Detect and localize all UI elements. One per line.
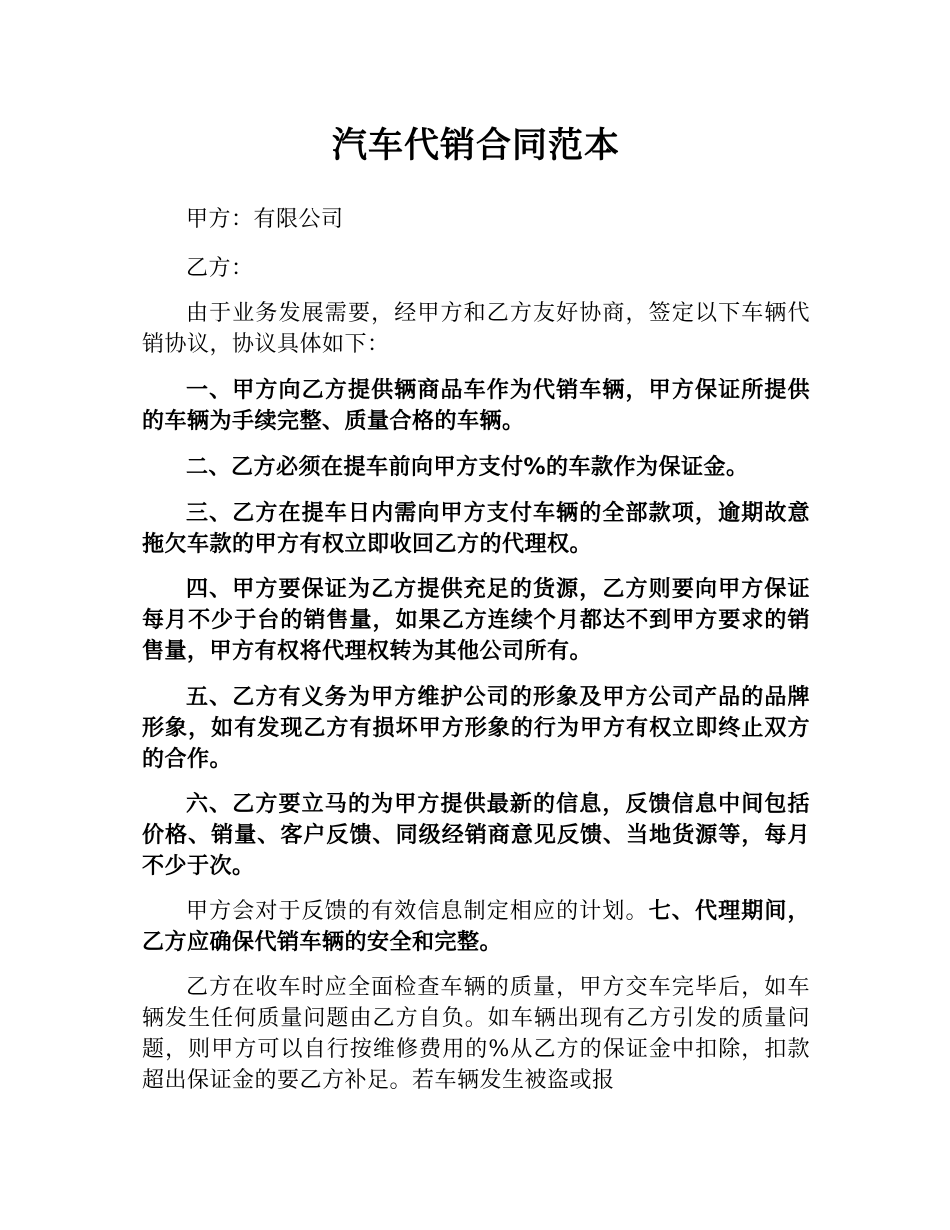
intro-paragraph: 由于业务发展需要，经甲方和乙方友好协商，签定以下车辆代销协议，协议具体如下： (142, 301, 810, 357)
plan-paragraph (142, 896, 810, 958)
document-title: 汽车代销合同范本 (331, 126, 620, 166)
clause-5: 五、乙方有义务为甲方维护公司的形象及甲方公司产品的品牌形象，如有发现乙方有损坏甲方形象的行为甲方有权立即终止双方的合作。 (142, 685, 810, 772)
clause-7: 七、代理期间，乙方应确保代销车辆的安全和完整。 (142, 899, 810, 955)
clause-1: 一、甲方向乙方提供辆商品车作为代销车辆，甲方保证所提供的车辆为手续完整、质量合格的车辆。 (142, 378, 810, 434)
plan-text: 甲方会对于反馈的有效信息制定相应的计划。 (186, 899, 649, 924)
final-paragraph: 乙方在收车时应全面检查车辆的质量，甲方交车完毕后，如车辆发生任何质量问题由乙方自负。如车辆出现有乙方引发的质量问题，则甲方可以自行按维修费用的%从乙方的保证金中扣除，扣款超出保证金的要乙方补足。若车辆发生被盗或报 (142, 975, 810, 1093)
party-a-line: 甲方：有限公司 (186, 207, 344, 232)
clause-3: 三、乙方在提车日内需向甲方支付车辆的全部款项，逾期故意拖欠车款的甲方有权立即收回乙方的代理权。 (142, 501, 810, 557)
party-b-line: 乙方： (186, 256, 254, 281)
clause-6: 六、乙方要立马的为甲方提供最新的信息，反馈信息中间包括价格、销量、客户反馈、同级经销商意见反馈、当地货源等，每月不少于次。 (142, 792, 810, 879)
clause-4: 四、甲方要保证为乙方提供充足的货源，乙方则要向甲方保证每月不少于台的销售量，如果乙方连续个月都达不到甲方要求的销售量，甲方有权将代理权转为其他公司所有。 (142, 577, 810, 664)
clause-2: 二、乙方必须在提车前向甲方支付%的车款作为保证金。 (186, 455, 749, 480)
